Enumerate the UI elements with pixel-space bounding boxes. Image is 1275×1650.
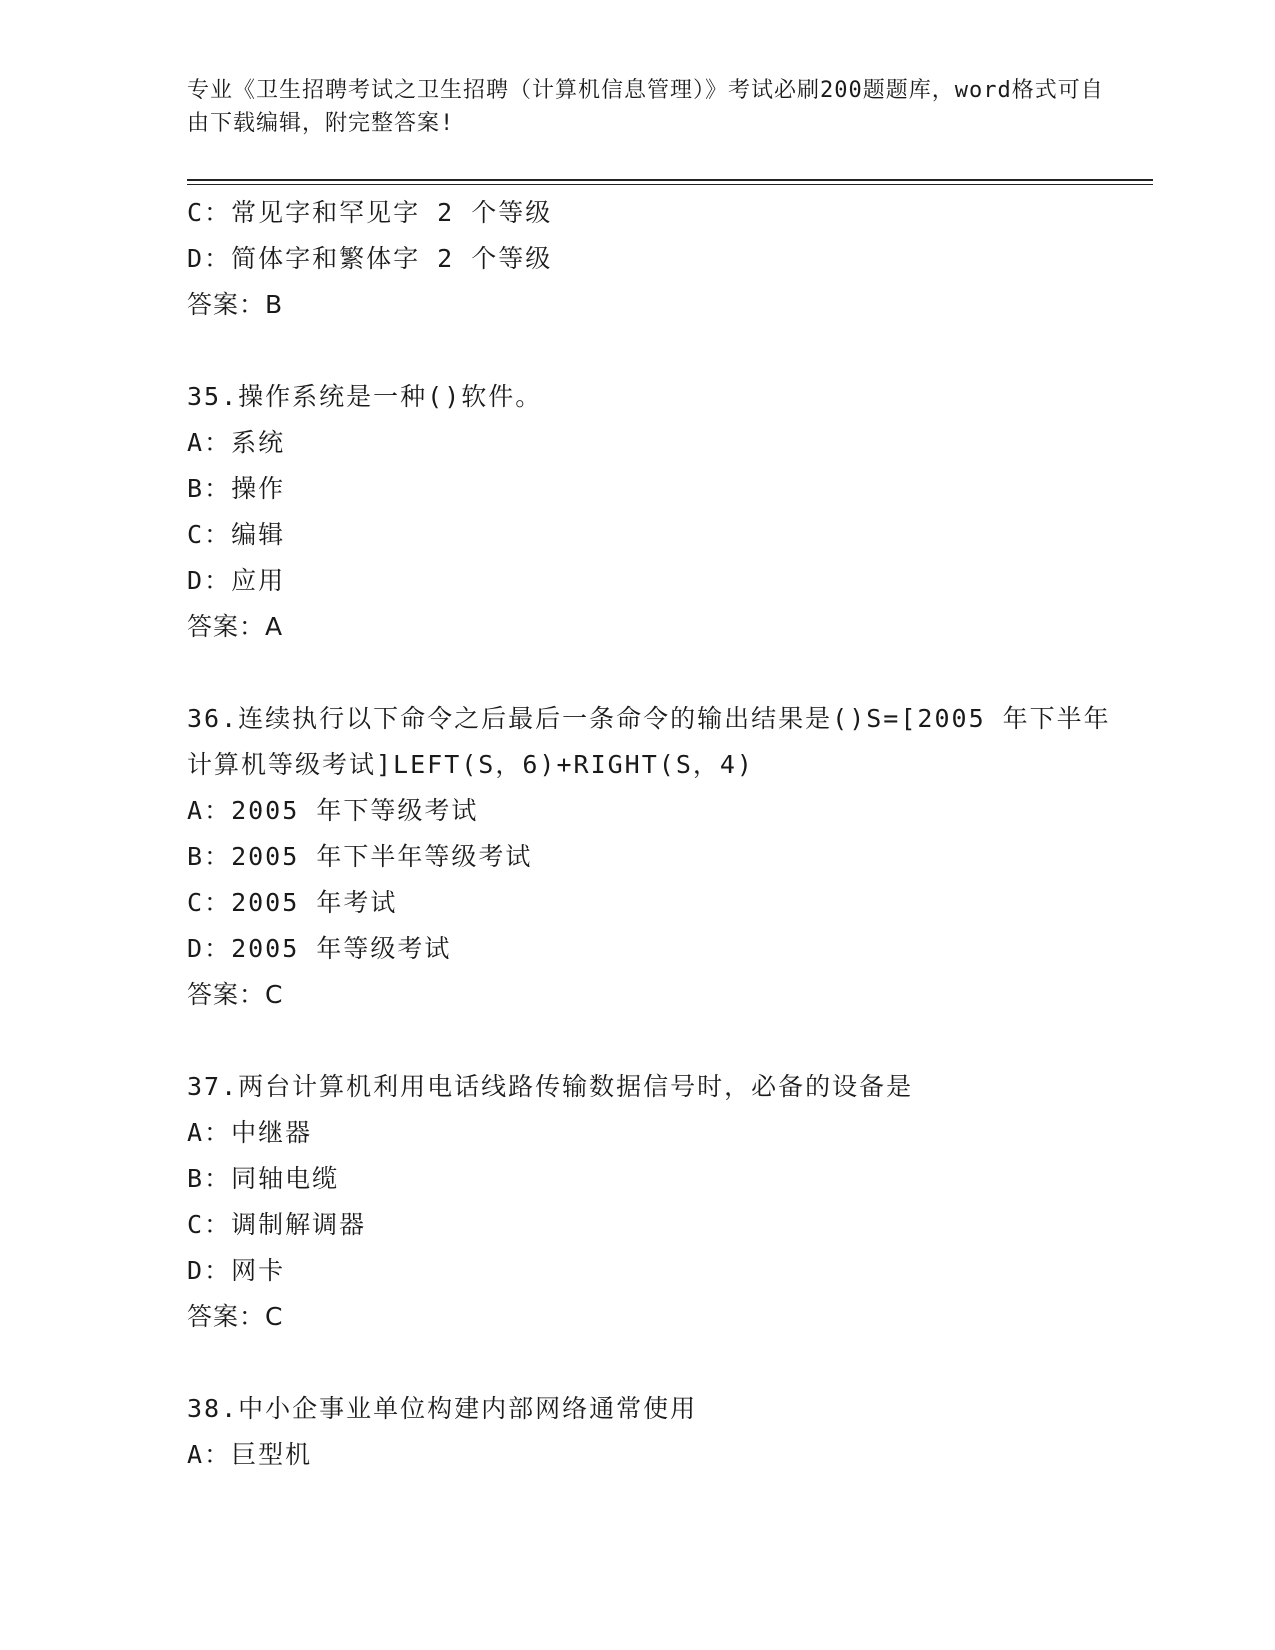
question-stem: 36.连续执行以下命令之后最后一条命令的输出结果是()S=[2005 年下半年计算机等级考试]LEFT(S，6)+RIGHT(S，4) <box>187 704 1111 779</box>
option-a: A：中继器 <box>187 1118 313 1147</box>
option-b: B：操作 <box>187 474 286 503</box>
question-stem: 35.操作系统是一种()软件。 <box>187 382 543 411</box>
question-content <box>187 190 1127 1478</box>
question-stem: 38.中小企事业单位构建内部网络通常使用 <box>187 1394 698 1423</box>
option-b: B：同轴电缆 <box>187 1164 340 1193</box>
question-stem: 37.两台计算机利用电话线路传输数据信号时，必备的设备是 <box>187 1072 914 1101</box>
option-c: C：常见字和罕见字 2 个等级 <box>187 198 553 227</box>
option-d: D：简体字和繁体字 2 个等级 <box>187 244 553 273</box>
option-d: D：网卡 <box>187 1256 286 1285</box>
answer-line: 答案：B <box>187 290 284 319</box>
answer-line: 答案：A <box>187 612 284 641</box>
header-rule-thick <box>187 179 1153 181</box>
option-a: A：2005 年下等级考试 <box>187 796 479 825</box>
answer-line: 答案：C <box>187 980 284 1009</box>
option-c: C：编辑 <box>187 520 286 549</box>
option-d: D：2005 年等级考试 <box>187 934 452 963</box>
header-rule-thin <box>187 184 1153 185</box>
answer-line: 答案：C <box>187 1302 284 1331</box>
option-b: B：2005 年下半年等级考试 <box>187 842 533 871</box>
option-c: C：2005 年考试 <box>187 888 398 917</box>
option-d: D：应用 <box>187 566 286 595</box>
document-header: 专业《卫生招聘考试之卫生招聘（计算机信息管理）》考试必刷200题题库，word格式可自由下载编辑，附完整答案! <box>187 78 1104 136</box>
option-a: A：系统 <box>187 428 286 457</box>
option-c: C：调制解调器 <box>187 1210 367 1239</box>
option-a: A：巨型机 <box>187 1440 313 1469</box>
